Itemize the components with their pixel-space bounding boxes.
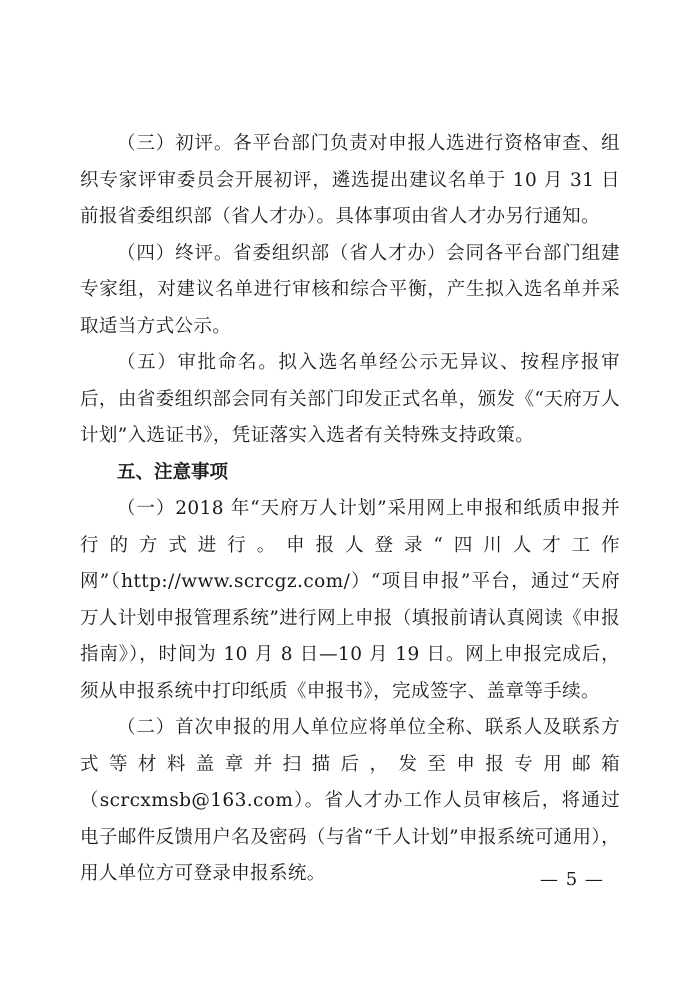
section-heading-notes: 五、注意事项 — [117, 461, 229, 483]
paragraph-approval-naming: （五）审批命名。拟入选名单经公示无异议、按程序报审后，由省委组织部会同有关部门印发正式名单，颁发《“天府万人计划”入选证书》，凭证落实入选者有关特殊支持政策。 — [80, 352, 620, 446]
paragraph-online-application: （一）2018 年“天府万人计划”采用网上申报和纸质申报并行的方式进行。申报人登录“四川人才工作网”（http://www.scrcgz.com/）“项目申报”平台，通过“天府万人计划申报管理系统”进行网上申报（填报前请认真阅读《申报指南》），时间为 10 月 8 日—10 月 19 日。网上申报完成后，须从申报系统中打印纸质《申报书》，完成签字、盖章等手续。 — [80, 498, 620, 702]
paragraph-first-time-employer: （二）首次申报的用人单位应将单位全称、联系人及联系方式等材料盖章并扫描后，发至申报专用邮箱（scrcxmsb@163.com）。省人才办工作人员审核后，将通过电子邮件反馈用户名及密码（与省“千人计划”申报系统可通用），用人单位方可登录申报系统。 — [80, 717, 620, 884]
page-number: — 5 — — [540, 869, 604, 890]
paragraph-preliminary-review: （三）初评。各平台部门负责对申报人选进行资格审查、组织专家评审委员会开展初评，遴选提出建议名单于 10 月 31 日前报省委组织部（省人才办）。具体事项由省人才办另行通知。 — [80, 133, 620, 227]
paragraph-final-review: （四）终评。省委组织部（省人才办）会同各平台部门组建专家组，对建议名单进行审核和综合平衡，产生拟入选名单并采取适当方式公示。 — [80, 242, 620, 337]
document-body — [80, 126, 620, 893]
